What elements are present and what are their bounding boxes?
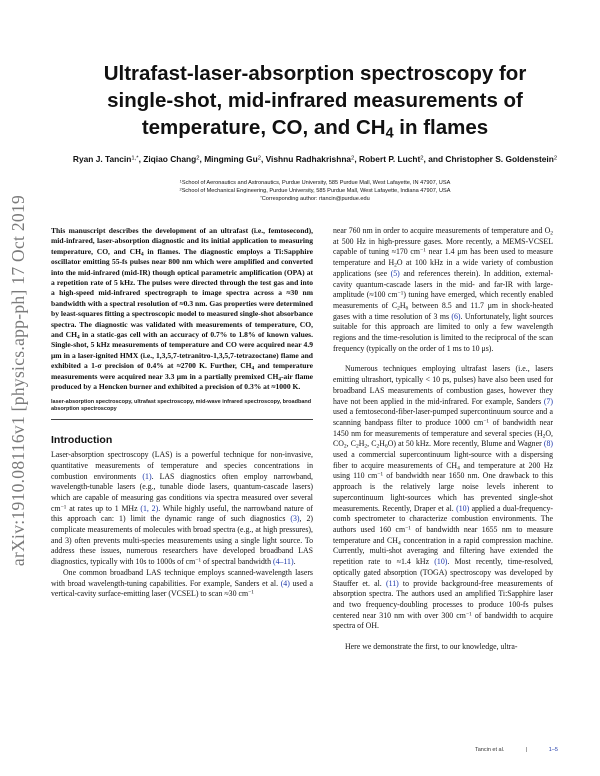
citation-link[interactable]: (1) (142, 471, 152, 481)
arxiv-stamp (6, 190, 32, 570)
text: . While highly useful, the narrowband nature of this approach can: 1) limit the dynamic range of such diagnostics (51, 503, 313, 524)
abstract (51, 226, 313, 393)
paragraph (333, 364, 553, 632)
left-column (51, 226, 313, 600)
subscript: 2 (397, 305, 400, 312)
text: at rates up to 1 MHz (66, 503, 141, 513)
subscript: 2 (376, 443, 380, 450)
subscript: 4 (457, 465, 460, 472)
page-footer (475, 747, 558, 753)
title-line-1: Ultrafast-laser-absorption spectroscopy for (103, 62, 527, 85)
citation-link[interactable]: (4) (280, 578, 290, 588)
citation-link[interactable]: (1, 2) (140, 503, 159, 513)
title-line-3-text: temperature, CO, and CH (141, 116, 386, 139)
author-name: Robert P. Lucht (359, 154, 421, 164)
citation-link[interactable]: (11) (385, 578, 399, 588)
text: O at 100 kHz in a wide variety of combustion applications (see (333, 258, 553, 278)
title-line-3 (55, 114, 575, 141)
text: Numerous techniques employing ultrafast lasers (i.e., lasers emitting ultrashort, typically < 10 ps, pulses) have also been used for broadband LAS measurements of combustion gases, however they have not been applied in the mid-infrared. For example, Sanders (333, 364, 553, 406)
affiliation-1-text: School of Aeronautics and Astronautics, Purdue University, 585 Purdue Mall, West Lafayette, IN 47907, USA (181, 180, 451, 186)
arxiv-stamp-text: arXiv:1910.08116v1 [physics.app-ph] 17 Oct 2019 (8, 194, 29, 566)
text: H (358, 439, 365, 449)
text: used a commercial supercontinuum light-source with a dispersing fiber to acquire measurements of CH (333, 450, 553, 470)
keywords-divider (51, 419, 313, 420)
text: concentration in a rapid compression machine. Currently, multi-shot averaging and filtering have extended the repetition rate to ≈1.4 kHz (333, 535, 553, 567)
title-line-2: single-shot, mid-infrared measurements of (107, 89, 523, 112)
title-line-3-end: in flames (393, 116, 489, 139)
text: between 8.5 and 11.7 μm in shock-heated gases with a time resolution of 3 ms (333, 300, 553, 321)
text: of bandwidth near 1450 nm for measurements of temperature and several species (H (333, 417, 554, 438)
subscript: 2 (364, 443, 368, 450)
superscript: −1 (377, 472, 384, 478)
text: used a femtosecond-fiber-laser-pumped supercontinuum source and a scanning bandpass filter to produce 1000 cm (333, 407, 553, 427)
text: H (399, 300, 406, 310)
subscript: 4 (397, 540, 401, 547)
abstract-text: in flames. The diagnostic employs a Ti:Sapphire oscillator emitting 55-fs pulses near 800 nm which were amplified and converted into the mid-infrared (mid-IR) though optical parametric amplification (OPA) at a repetition rate of 5 kHz. The pulses were directed through the test gas and into a high-speed mid-infrared spectrograph to image spectra across a ≈30 nm bandwidth with a spectral resolution of ≈0.3 nm. Gas properties were determined by least-squares fitting a spectroscopic model to measured single-shot absorbance spectra. The diagnostic was validated with measurements of temperature, CO, and CH (51, 246, 314, 340)
author-affiliation-mark: 2 (196, 155, 200, 162)
citation-link[interactable]: (7) (543, 396, 553, 406)
subscript: 4 (251, 365, 255, 372)
corresponding-author-text: Corresponding author: rtancin@purdue.edu (261, 196, 370, 202)
text: of spectral bandwidth (201, 557, 273, 567)
footer-author-ref: Tancin et al. (475, 747, 505, 753)
citation-link[interactable]: (3) (290, 514, 300, 524)
citation-link[interactable]: (4–11) (272, 557, 294, 567)
abstract-text: in a static-gas cell with an accuracy of 0.7% to 1.8% of known values. Single-shot, 5 kHz measurements of temperature and CO were acquired near 4.9 μm in a laser-ignited HMX (i.e., 1,3,5,7-tetranitro-1,3,5,7-tetrazoctane) flame and exhibited a 1-σ precision of 0.4% at ≈2700 K. Further, CH (51, 330, 313, 371)
author-name: Ziqiao Chang (143, 154, 197, 164)
paper-title (55, 60, 575, 141)
text: near 1.4 μm has been used to measure temperature and H (333, 247, 553, 268)
abstract-text: -air flame produced by a Hencken burner and exhibited a precision of 0.3% at ≈1000 K. (51, 371, 313, 392)
author-affiliation-mark: 2 (420, 155, 424, 162)
right-column-body (333, 226, 553, 653)
affiliation-1: $^1$School of Aeronautics and Astronautics, Purdue University, 585 Purdue Mall, West Lafayette, IN 47907, USA (179, 178, 451, 186)
paragraph (51, 568, 313, 600)
superscript: −1 (60, 504, 67, 511)
author-list: Ryan J. Tancin$^{1,*}$, Ziqiao Chang$^2$, Mingming Gu$^2$, Vishnu Radhakrishna$^2$, Robert P. Lucht$^2$, and Christopher S. Goldenstein$^2$ (72, 154, 558, 164)
abstract-text: This manuscript describes the development of an ultrafast (i.e., femtosecond), mid-infrared, laser-absorption diagnostic and its initial application to measuring temperature, CO, and CH (51, 226, 313, 256)
text: O, CO (333, 428, 553, 449)
subscript: 2 (343, 443, 347, 450)
citation-link[interactable]: (10) (434, 557, 448, 567)
author-name: Ryan J. Tancin (72, 154, 132, 164)
citation-link[interactable]: (8) (543, 439, 553, 449)
introduction-body (51, 450, 313, 600)
text: , 2) complicate measurements of molecules with broad spectra (e.g., at high pressures), and 3) often prevents multi-species measurements using a single light source. To address these issues, numerous researchers have developed broadband LAS diagnostics, typically with 10s to 1000s of cm (51, 514, 313, 567)
text: . LAS diagnostics often employ narrowband, wavelength-tunable lasers (e.g., tunable diode lasers, quantum-cascade lasers) which are capable of measuring gas conditions via spectra measured over several cm (51, 471, 313, 513)
superscript: −1 (195, 557, 202, 564)
text: One common broadband LAS technique employs scanned-wavelength lasers with broad wavelength-tuning capabilities. For example, Sanders et al. (51, 567, 313, 588)
text: O) at 50 kHz. More recently, Blume and Wagner (387, 439, 544, 449)
author-affiliation-mark: 2 (351, 155, 355, 162)
affiliation-2-text: School of Mechanical Engineering, Purdue University, 585 Purdue Mall, West Lafayette, Indiana 47907, USA (181, 188, 451, 194)
subscript: 2 (550, 230, 553, 237)
text: , C (367, 439, 377, 449)
section-heading-introduction: Introduction (51, 434, 113, 447)
subscript: 2 (542, 433, 546, 440)
keywords: laser-absorption spectroscopy, ultrafast spectroscopy, mid-wave infrared spectroscopy, broadband absorption spectroscopy (51, 398, 312, 412)
subscript: 2 (394, 262, 397, 269)
text: near 760 nm in order to acquire measurements of temperature and O (333, 226, 551, 235)
subscript: 2 (356, 443, 359, 450)
text: . (293, 557, 296, 567)
text: of bandwidth near 1650 nm. One drawback to this approach is the relatively large noise levels inherent to supercontinuum light-sources which has prevented single-shot measurements. Recently, Draper et al. (333, 471, 553, 513)
superscript: −1 (420, 247, 426, 254)
text: at 500 Hz in high-pressure gases. More recently, a MEMS-VCSEL capable of tuning ≈170 cm (333, 236, 553, 257)
right-column (333, 226, 553, 653)
author-name: Vishnu Radhakrishna (265, 154, 352, 164)
superscript: −1 (248, 589, 254, 596)
text: ) tuning have emerged, which recently enabled measurements of C (333, 290, 553, 310)
text: , C (346, 439, 356, 449)
text: and references therein). In addition, external-cavity quantum-cascade lasers in the mid- and far-IR with large-amplitude (≈100 cm (333, 268, 554, 300)
text: used a vertical-cavity surface-emitting laser (VCSEL) to scan ≈30 cm (51, 578, 313, 599)
superscript: −1 (397, 290, 404, 297)
text: . Unfortunately, light sources suitable for this approach are limited to only a few wavelength regions and the time-resolution is limited to the reciprocal of the scan frequency (typically on the order of 1 ms to 10 μs). (333, 311, 554, 353)
superscript: −1 (465, 611, 472, 618)
author-name: Christopher S. Goldenstein (445, 154, 554, 164)
paragraph: Here we demonstrate the first, to our knowledge, ultra- (345, 642, 518, 652)
superscript: −1 (483, 418, 490, 425)
subscript: 4 (76, 334, 80, 341)
text: of bandwidth to acquire spectra of OH. (333, 610, 553, 631)
corresponding-author: *Corresponding author: rtancin@purdue.edu (260, 194, 370, 202)
subscript: 6 (384, 443, 388, 450)
abstract-text: and temperature measurements were acquired near 3.3 μm in a partially premixed CH (51, 361, 313, 381)
author-affiliation-mark: 2 (553, 155, 558, 162)
footer-separator: | (525, 747, 528, 753)
author-affiliation-mark: 1,* (131, 155, 139, 162)
affiliation-2: $^2$School of Mechanical Engineering, Purdue University, 585 Purdue Mall, West Lafayette, Indiana 47907, USA (179, 186, 451, 194)
text: to provide background-free measurements of absorption spectra. The authors used an amplified Ti:Sapphire laser and two frequency-doubling processes to produce 100-fs pulses centered near 310 nm with over 300 cm (333, 578, 553, 620)
title-subscript: 4 (385, 125, 394, 142)
paragraph (51, 450, 313, 568)
citation-link[interactable]: (6) (451, 311, 461, 321)
author-name: Mingming Gu (204, 154, 258, 164)
footer-page-number: 1–5 (548, 747, 558, 753)
text: of bandwidth near 1655 nm to measure temperature and CH (333, 524, 553, 545)
subscript: 6 (405, 305, 409, 312)
citation-link[interactable]: (5) (390, 268, 400, 278)
text: Laser-absorption spectroscopy (LAS) is a powerful technique for non-invasive, quantitative measurements of temperature and species concentrations in combustion environments (51, 450, 313, 481)
text: and temperature at 200 Hz using 110 cm (333, 460, 553, 481)
superscript: −1 (405, 525, 411, 532)
subscript: 4 (278, 376, 282, 382)
text: H (379, 439, 385, 449)
author-affiliation-mark: 2 (257, 155, 261, 162)
text: . Most recently, time-resolved, optically gated absorption (TOGA) spectroscopy was developed by Stauffer et. al. (333, 557, 553, 588)
subscript: 4 (140, 251, 144, 258)
text: applied a dual-frequency-comb spectrometer to characterize combustion environments. The authors used 160 cm (333, 503, 553, 534)
paragraph (333, 226, 553, 354)
citation-link[interactable]: (10) (456, 503, 470, 513)
affiliations (55, 179, 575, 203)
